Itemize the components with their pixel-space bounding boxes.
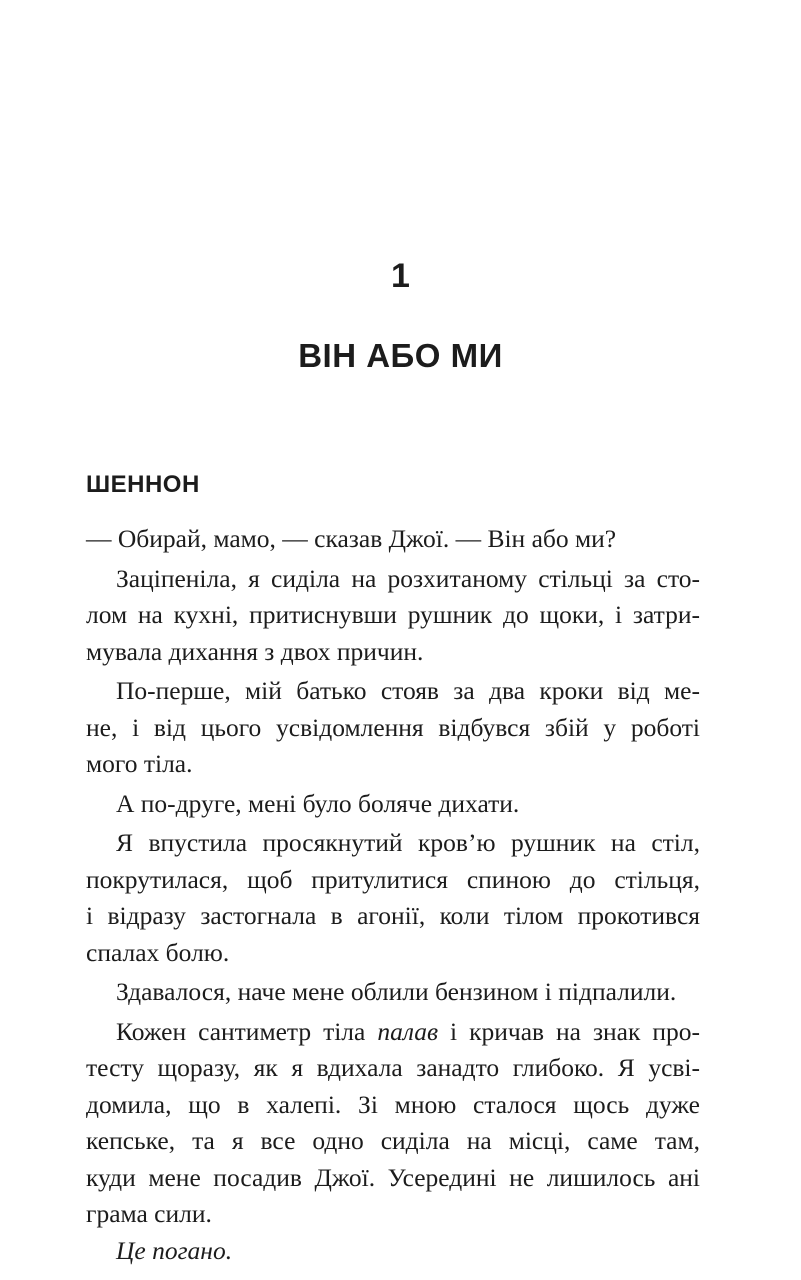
paragraph-line: Здавалося, наче мене облили бензином і підпалили. (116, 977, 677, 1006)
paragraph-line: домила, що в халепі. Зі мною сталося щось дуже (86, 1090, 700, 1119)
paragraph-line: — Обирай, мамо, — сказав Джої. — Він або ми? (86, 524, 617, 553)
chapter-number: 1 (391, 257, 410, 295)
pov-heading: ШЕННОН (86, 471, 200, 498)
paragraph-line: не, і від цього усвідомлення відбувся збій у роботі (86, 713, 700, 742)
paragraph-line: спалах болю. (86, 938, 230, 967)
line-text: і кричав на знак про- (438, 1017, 700, 1046)
paragraph-line: Я впустила просякнутий кров’ю рушник на стіл, (116, 828, 700, 857)
paragraph-line: Заціпеніла, я сиділа на розхитаному стільці за сто- (116, 564, 700, 593)
paragraph-line: мувала дихання з двох причин. (86, 637, 424, 666)
paragraph-line: і відразу застогнала в агонії, коли тілом прокотився (86, 901, 700, 930)
paragraph-line: По-перше, мій батько стояв за два кроки від ме- (116, 676, 700, 705)
paragraph-line (116, 1013, 700, 1051)
paragraph-line: куди мене посадив Джої. Усередині не лишилось ані (86, 1163, 700, 1192)
paragraph-line: лом на кухні, притиснувши рушник до щоки, і затри- (86, 600, 700, 629)
chapter-title: ВІН АБО МИ (298, 337, 503, 374)
paragraph-line: Це погано. (116, 1236, 233, 1265)
paragraph-line: мого тіла. (86, 749, 193, 778)
paragraph-line: покрутилася, щоб притулитися спиною до стільця, (86, 865, 700, 894)
paragraph-line: грама сили. (86, 1199, 212, 1228)
paragraph-line: А по-друге, мені було боляче дихати. (116, 789, 520, 818)
paragraph-line: кепське, та я все одно сиділа на місці, саме там, (86, 1126, 700, 1155)
emphasis-text: палав (377, 1017, 439, 1046)
line-text: Кожен сантиметр тіла (116, 1017, 378, 1046)
paragraph-line: тесту щоразу, як я вдихала занадто глибоко. Я усві- (86, 1053, 700, 1082)
